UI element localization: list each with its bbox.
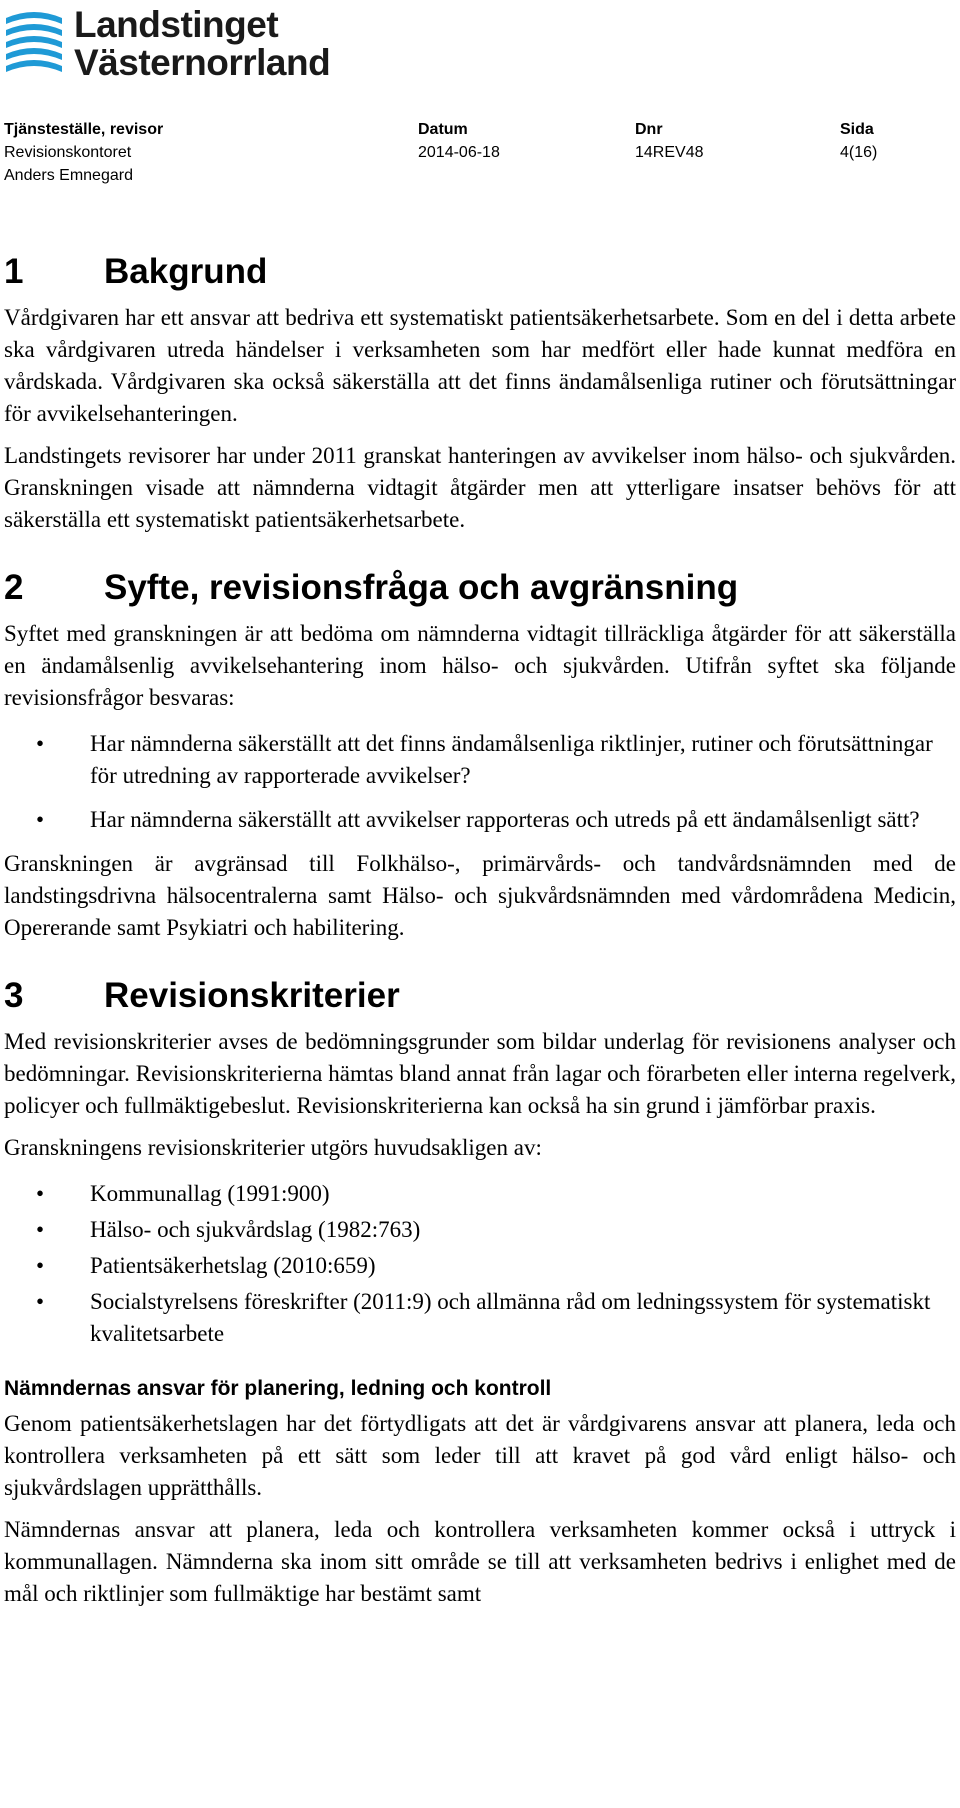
date-label: Datum (418, 121, 468, 138)
paragraph: Landstingets revisorer har under 2011 granskat hanteringen av avvikelser inom hälso- och sjukvården. Granskningen visade att nämnderna vidtagit åtgärder men att ytterligare insatser behövs för att säkerställa ett systematiskt patientsäkerhetsarbete. (4, 443, 956, 532)
header-col-dnr (635, 118, 704, 164)
section-title: Syfte, revisionsfråga och avgränsning (104, 568, 739, 607)
bullet-icon: • (36, 1253, 45, 1278)
list-item: • Patientsäkerhetslag (2010:659) (4, 1250, 956, 1282)
paragraph: Granskningens revisionskriterier utgörs huvudsakligen av: (4, 1135, 542, 1160)
section-2-heading (4, 566, 956, 610)
dnr-label: Dnr (635, 121, 663, 138)
list-item: • Socialstyrelsens föreskrifter (2011:9) och allmänna råd om ledningssystem för systematiskt kvalitetsarbete (4, 1286, 956, 1350)
section-1-heading (4, 250, 956, 294)
header-col-page (840, 118, 877, 164)
list-item: • Har nämnderna säkerställt att avvikelser rapporteras och utreds på ett ändamålsenligt sätt? (4, 804, 956, 836)
paragraph: Syftet med granskningen är att bedöma om nämnderna vidtagit tillräckliga åtgärder för att säkerställa en ändamålsenlig avvikelsehantering inom hälso- och sjukvården. Utifrån syftet ska följande revisionsfrågor besvaras: (4, 621, 956, 710)
list-item: • Hälso- och sjukvårdslag (1982:763) (4, 1214, 956, 1246)
office-label: Tjänsteställe, revisor (4, 121, 164, 138)
office-value: Revisionskontoret (4, 144, 132, 161)
section-3-heading (4, 974, 956, 1018)
paragraph: Granskningen är avgränsad till Folkhälso-, primärvårds- och tandvårdsnämnden med de landstingsdrivna hälsocentralerna samt Hälso- och sjukvårdsnämnden med vårdområdena Medicin, Opererande samt Psykiatri och habilitering. (4, 851, 956, 940)
landstinget-logo (4, 4, 334, 88)
section-number: 1 (4, 252, 24, 291)
bullet-icon: • (36, 1181, 45, 1206)
page-label: Sida (840, 121, 874, 138)
subheading: Nämndernas ansvar för planering, ledning och kontroll (4, 1377, 552, 1400)
question-list (4, 728, 956, 836)
paragraph: Med revisionskriterier avses de bedömningsgrunder som bildar underlag för revisionens analyser och bedömningar. Revisionskriterierna hämtas bland annat från lagar och förarbeten eller interna regelverk, policyer och fullmäktigebeslut. Revisionskriterierna kan också ha sin grund i jämförbar praxis. (4, 1029, 956, 1118)
dnr-value: 14REV48 (635, 144, 704, 161)
page-value: 4(16) (840, 144, 878, 161)
section-number: 2 (4, 568, 24, 607)
bullet-icon: • (36, 807, 45, 832)
logo-emblem-icon (4, 8, 64, 78)
section-title: Revisionskriterier (104, 976, 400, 1015)
date-value: 2014-06-18 (418, 144, 500, 161)
bullet-icon: • (36, 731, 45, 756)
bullet-icon: • (36, 1217, 45, 1242)
section-title: Bakgrund (104, 252, 268, 291)
header-col-date (418, 118, 500, 164)
section-number: 3 (4, 976, 24, 1015)
logo-line-1: Landstinget (74, 4, 279, 45)
document-body (4, 250, 956, 1620)
list-item: • Kommunallag (1991:900) (4, 1178, 956, 1210)
paragraph: Vårdgivaren har ett ansvar att bedriva ett systematiskt patientsäkerhetsarbete. Som en del i detta arbete ska vårdgivaren utreda händelser i verksamheten som har medfört eller hade kunnat medföra en vårdskada. Vårdgivaren ska också säkerställa att det finns ändamålsenliga rutiner och förutsättningar för avvikelsehanteringen. (4, 305, 956, 426)
criteria-list (4, 1178, 956, 1350)
author-value: Anders Emnegard (4, 167, 133, 184)
bullet-icon: • (36, 1289, 45, 1314)
paragraph: Nämndernas ansvar att planera, leda och kontrollera verksamheten kommer också i uttryck i kommunallagen. Nämnderna ska inom sitt område se till att verksamheten bedrivs i enlighet med de mål och riktlinjer som fullmäktige har bestämt samt (4, 1517, 956, 1606)
header-col-office (4, 118, 163, 187)
paragraph: Genom patientsäkerhetslagen har det förtydligats att det är vårdgivarens ansvar att planera, leda och kontrollera verksamheten på ett sätt som leder till att kravet på god vård enligt hälso- och sjukvårdslagen upprätthålls. (4, 1411, 956, 1500)
list-item: • Har nämnderna säkerställt att det finns ändamålsenliga riktlinjer, rutiner och förutsättningar för utredning av rapporterade avvikelser? (4, 728, 956, 792)
logo-line-2: Västernorrland (74, 42, 331, 83)
